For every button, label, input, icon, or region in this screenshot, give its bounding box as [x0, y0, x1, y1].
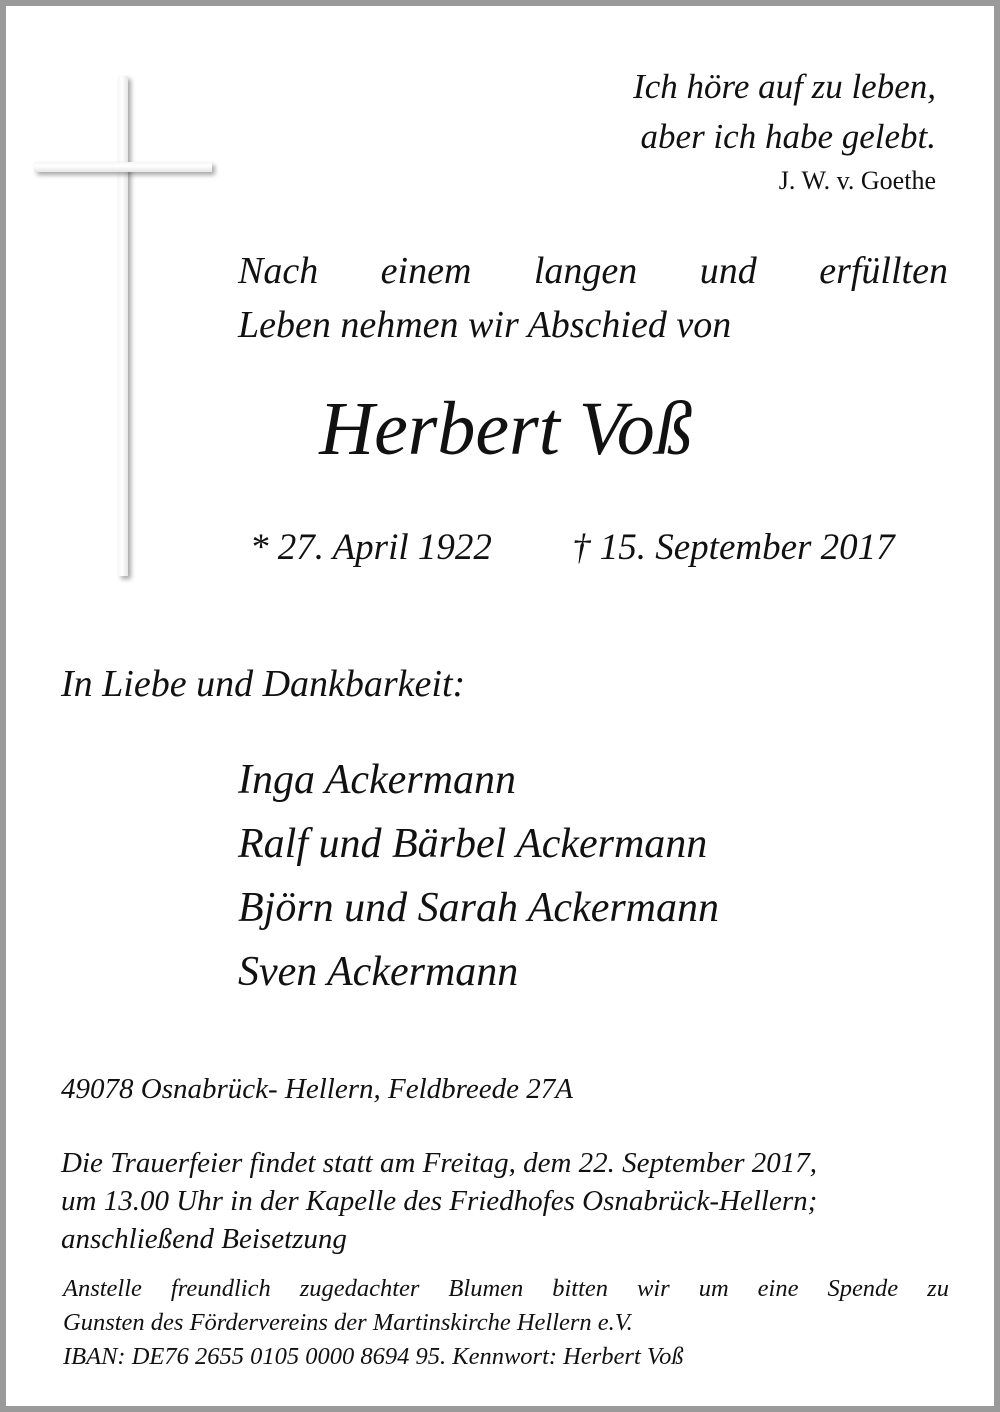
donation-word: eine	[757, 1275, 799, 1302]
birth-date: * 27. April 1922	[250, 527, 492, 568]
donation-word: Spende	[827, 1275, 899, 1302]
intro-line-1	[238, 244, 948, 298]
deceased-name: Herbert Voß	[319, 387, 693, 471]
mourner-name: Ralf und Bärbel Ackermann	[238, 821, 708, 867]
mourner-name: Björn und Sarah Ackermann	[238, 885, 720, 931]
donation-word: zugedachter	[299, 1275, 420, 1302]
funeral-line: Die Trauerfeier findet statt am Freitag, dem 22. September 2017,	[61, 1147, 818, 1179]
mourner-name: Sven Ackermann	[238, 949, 519, 995]
donation-word: Anstelle	[63, 1275, 142, 1302]
funeral-line: anschließend Beisetzung	[61, 1223, 347, 1255]
donation-word: wir	[637, 1275, 670, 1302]
intro-word: erfüllten	[819, 250, 948, 292]
donation-word: bitten	[552, 1275, 609, 1302]
intro-word: Nach	[238, 250, 319, 292]
quote-author: J. W. v. Goethe	[778, 166, 936, 195]
mourners-heading: In Liebe und Dankbarkeit:	[61, 663, 466, 705]
donation-line-1	[63, 1272, 949, 1306]
funeral-line: um 13.00 Uhr in der Kapelle des Friedhofes Osnabrück-Hellern;	[61, 1185, 818, 1217]
donation-line-3: IBAN: DE76 2655 0105 0000 8694 95. Kennwort: Herbert Voß	[63, 1343, 684, 1370]
funeral-info	[61, 1144, 817, 1258]
donation-word: um	[698, 1275, 729, 1302]
intro-text	[238, 244, 948, 352]
mourner-name: Inga Ackermann	[238, 757, 516, 803]
intro-word: und	[699, 250, 757, 292]
donation-word: zu	[927, 1275, 949, 1302]
intro-line-2: Leben nehmen wir Abschied von	[238, 304, 732, 346]
cross-vertical-beam	[118, 76, 128, 576]
donation-word: freundlich	[170, 1275, 271, 1302]
donation-word: Blumen	[448, 1275, 524, 1302]
donation-line-2: Gunsten des Fördervereins der Martinskirche Hellern e.V.	[63, 1309, 633, 1336]
death-date: † 15. September 2017	[572, 527, 895, 568]
address: 49078 Osnabrück- Hellern, Feldbreede 27A	[61, 1073, 573, 1105]
mourners-list	[238, 748, 719, 1004]
intro-word: langen	[533, 250, 638, 292]
intro-word: einem	[380, 250, 472, 292]
donation-info	[63, 1272, 949, 1374]
quote-line: aber ich habe gelebt.	[640, 117, 936, 156]
quote-line: Ich höre auf zu leben,	[633, 67, 936, 106]
cross-horizontal-beam	[34, 162, 212, 172]
